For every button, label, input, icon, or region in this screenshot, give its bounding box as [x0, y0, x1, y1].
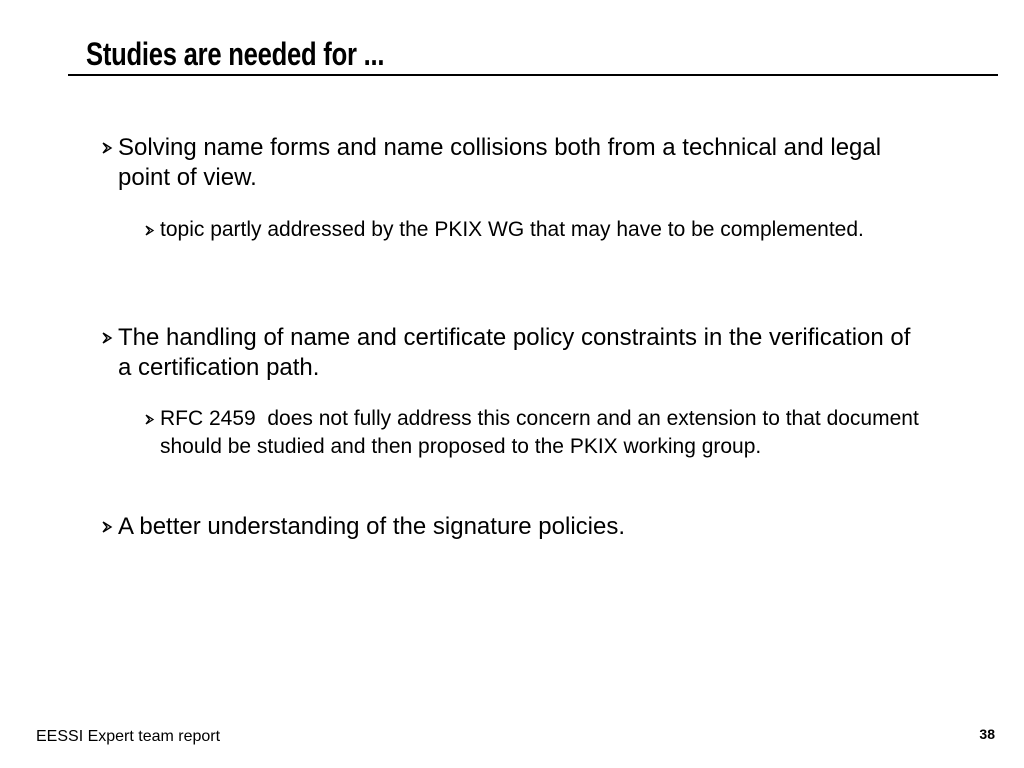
footer-report-name: EESSI Expert team report [36, 728, 221, 745]
bullet-text: Solving name forms and name collisions both from a technical and legal point of view. [118, 134, 888, 191]
bullet-item-level-1 [96, 323, 916, 383]
arrow-bullet-icon [96, 323, 118, 353]
slide-title: Studies are needed for ... [86, 36, 385, 72]
bullet-text: The handling of name and certificate policy constraints in the verification of a certification path. [118, 324, 918, 381]
bullet-item-level-2 [139, 405, 929, 461]
arrow-bullet-icon [139, 216, 160, 244]
bullet-item-level-2 [139, 216, 899, 244]
page-number: 38 [979, 726, 995, 742]
bullet-item-level-1 [96, 512, 916, 542]
bullet-item-level-1 [96, 133, 916, 193]
bullet-text: topic partly addressed by the PKIX WG that may have to be complemented. [160, 218, 864, 241]
arrow-bullet-icon [96, 133, 118, 163]
bullet-text: RFC 2459 does not fully address this concern and an extension to that document should be studied and then proposed to the PKIX working group. [160, 407, 925, 458]
bullet-text: A better understanding of the signature policies. [118, 513, 625, 540]
arrow-bullet-icon [96, 512, 118, 542]
title-underline [68, 74, 998, 76]
arrow-bullet-icon [139, 405, 160, 433]
